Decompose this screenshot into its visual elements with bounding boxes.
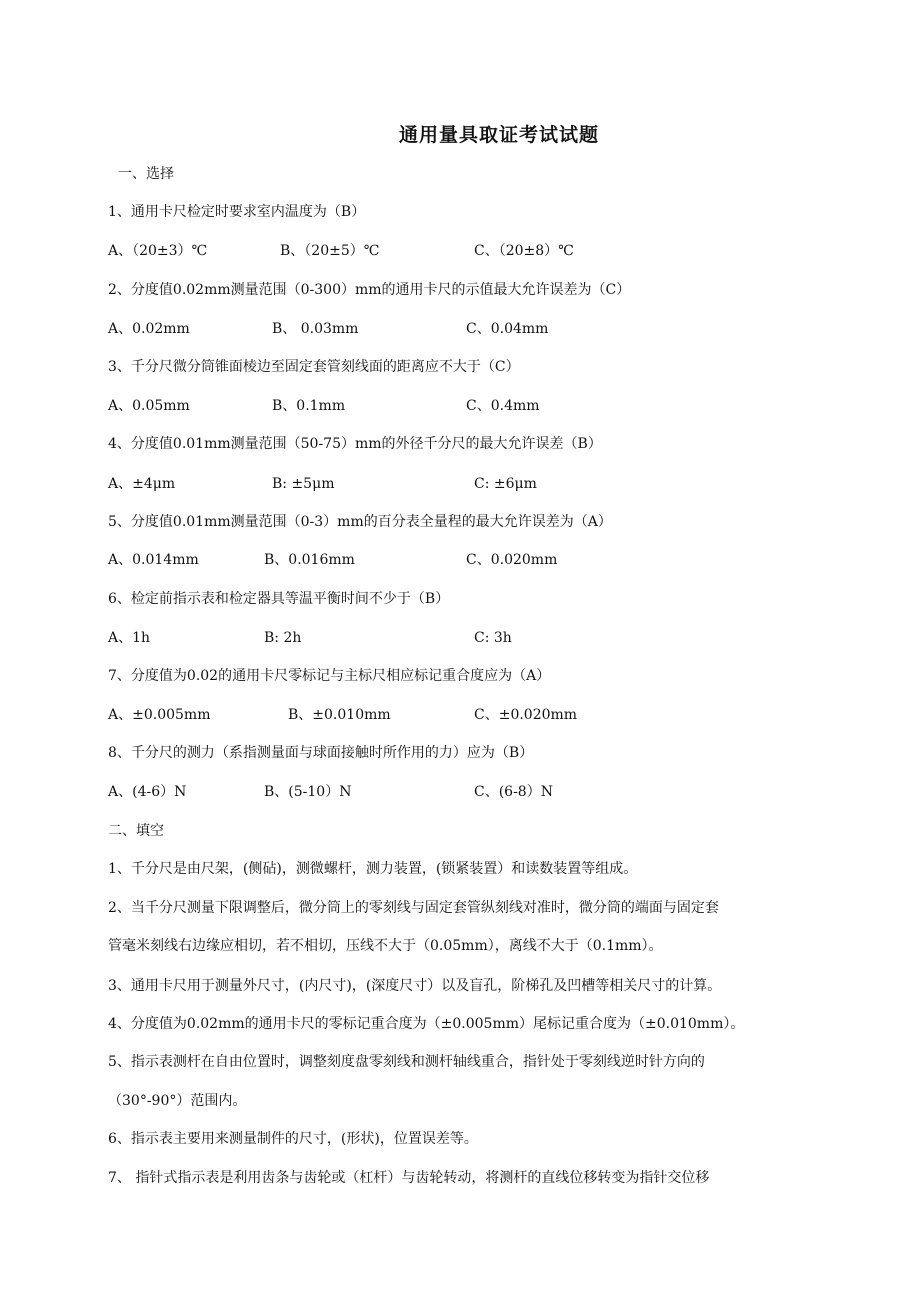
fill-item: 4、分度值为0.02mm的通用卡尺的零标记重合度为（±0.005mm）尾标记重合度为（±0.010mm）。 <box>108 1016 745 1032</box>
option-c: C、0.4mm <box>466 398 540 414</box>
question-text: 3、千分尺微分筒锥面棱边至固定套管刻线面的距离应不大于（C） <box>108 359 520 375</box>
option-a: A、±4μm <box>108 476 176 492</box>
fill-item: 1、千分尺是由尺架，(侧砧)，测微螺杆，测力装置，(锁紧装置）和读数装置等组成。 <box>108 861 638 877</box>
option-a: A、0.05mm <box>108 398 190 414</box>
section-heading-fill: 二、填空 <box>108 823 164 839</box>
option-c: C: 3h <box>474 630 512 646</box>
option-c: C: ±6μm <box>474 476 537 492</box>
option-a: A、±0.005mm <box>108 707 211 723</box>
option-a: A、(4-6）N <box>108 784 187 800</box>
fill-item-continued: （30°-90°）范围内。 <box>108 1093 247 1109</box>
fill-item: 5、指示表测杆在自由位置时，调整刻度盘零刻线和测杆轴线重合，指针处于零刻线逆时针方向的 <box>108 1054 705 1070</box>
question-text: 2、分度值0.02mm测量范围（0-300）mm的通用卡尺的示值最大允许误差为（C） <box>108 282 631 298</box>
question-text: 7、分度值为0.02的通用卡尺零标记与主标尺相应标记重合度应为（A） <box>108 668 551 684</box>
fill-item-continued: 管毫米刻线右边缘应相切，若不相切，压线不大于（0.05mm），离线不大于（0.1mm）。 <box>108 938 663 954</box>
question-text: 4、分度值0.01mm测量范围（50-75）mm的外径千分尺的最大允许误差（B） <box>108 436 602 452</box>
option-a: A、（20±3）℃ <box>108 243 208 259</box>
option-b: B、0.1mm <box>272 398 346 414</box>
option-c: C、±0.020mm <box>474 707 578 723</box>
option-b: B、 0.03mm <box>272 321 359 337</box>
option-b: B、0.016mm <box>264 552 355 568</box>
fill-item: 6、指示表主要用来测量制件的尺寸，(形状)，位置误差等。 <box>108 1131 478 1147</box>
fill-item: 7、 指针式指示表是利用齿条与齿轮或（杠杆）与齿轮转动，将测杆的直线位移转变为指针交位移 <box>108 1170 710 1186</box>
option-a: A、1h <box>108 630 151 646</box>
question-text: 1、通用卡尺检定时要求室内温度为（B） <box>108 204 366 220</box>
question-text: 5、分度值0.01mm测量范围（0-3）mm的百分表全量程的最大允许误差为（A） <box>108 514 612 530</box>
option-b: B: 2h <box>264 630 302 646</box>
option-b: B: ±5μm <box>272 476 335 492</box>
option-a: A、0.014mm <box>108 552 199 568</box>
option-b: B、±0.010mm <box>288 707 391 723</box>
option-a: A、0.02mm <box>108 321 190 337</box>
section-heading-choice: 一、选择 <box>118 166 174 182</box>
option-b: B、(5-10）N <box>264 784 352 800</box>
option-b: B、（20±5）℃ <box>280 243 380 259</box>
option-c: C、(6-8）N <box>474 784 553 800</box>
question-text: 6、检定前指示表和检定器具等温平衡时间不少于（B） <box>108 591 450 607</box>
question-text: 8、千分尺的测力（系指测量面与球面接触时所作用的力）应为（B） <box>108 745 534 761</box>
option-c: C、（20±8）℃ <box>474 243 574 259</box>
page-title: 通用量具取证考试试题 <box>398 124 599 146</box>
option-c: C、0.020mm <box>466 552 558 568</box>
fill-item: 3、通用卡尺用于测量外尺寸，(内尺寸)，(深度尺寸）以及盲孔，阶梯孔及凹槽等相关尺寸的计算。 <box>108 978 722 994</box>
fill-item: 2、当千分尺测量下限调整后，微分筒上的零刻线与固定套管纵刻线对准时，微分筒的端面与固定套 <box>108 900 719 916</box>
option-c: C、0.04mm <box>466 321 549 337</box>
